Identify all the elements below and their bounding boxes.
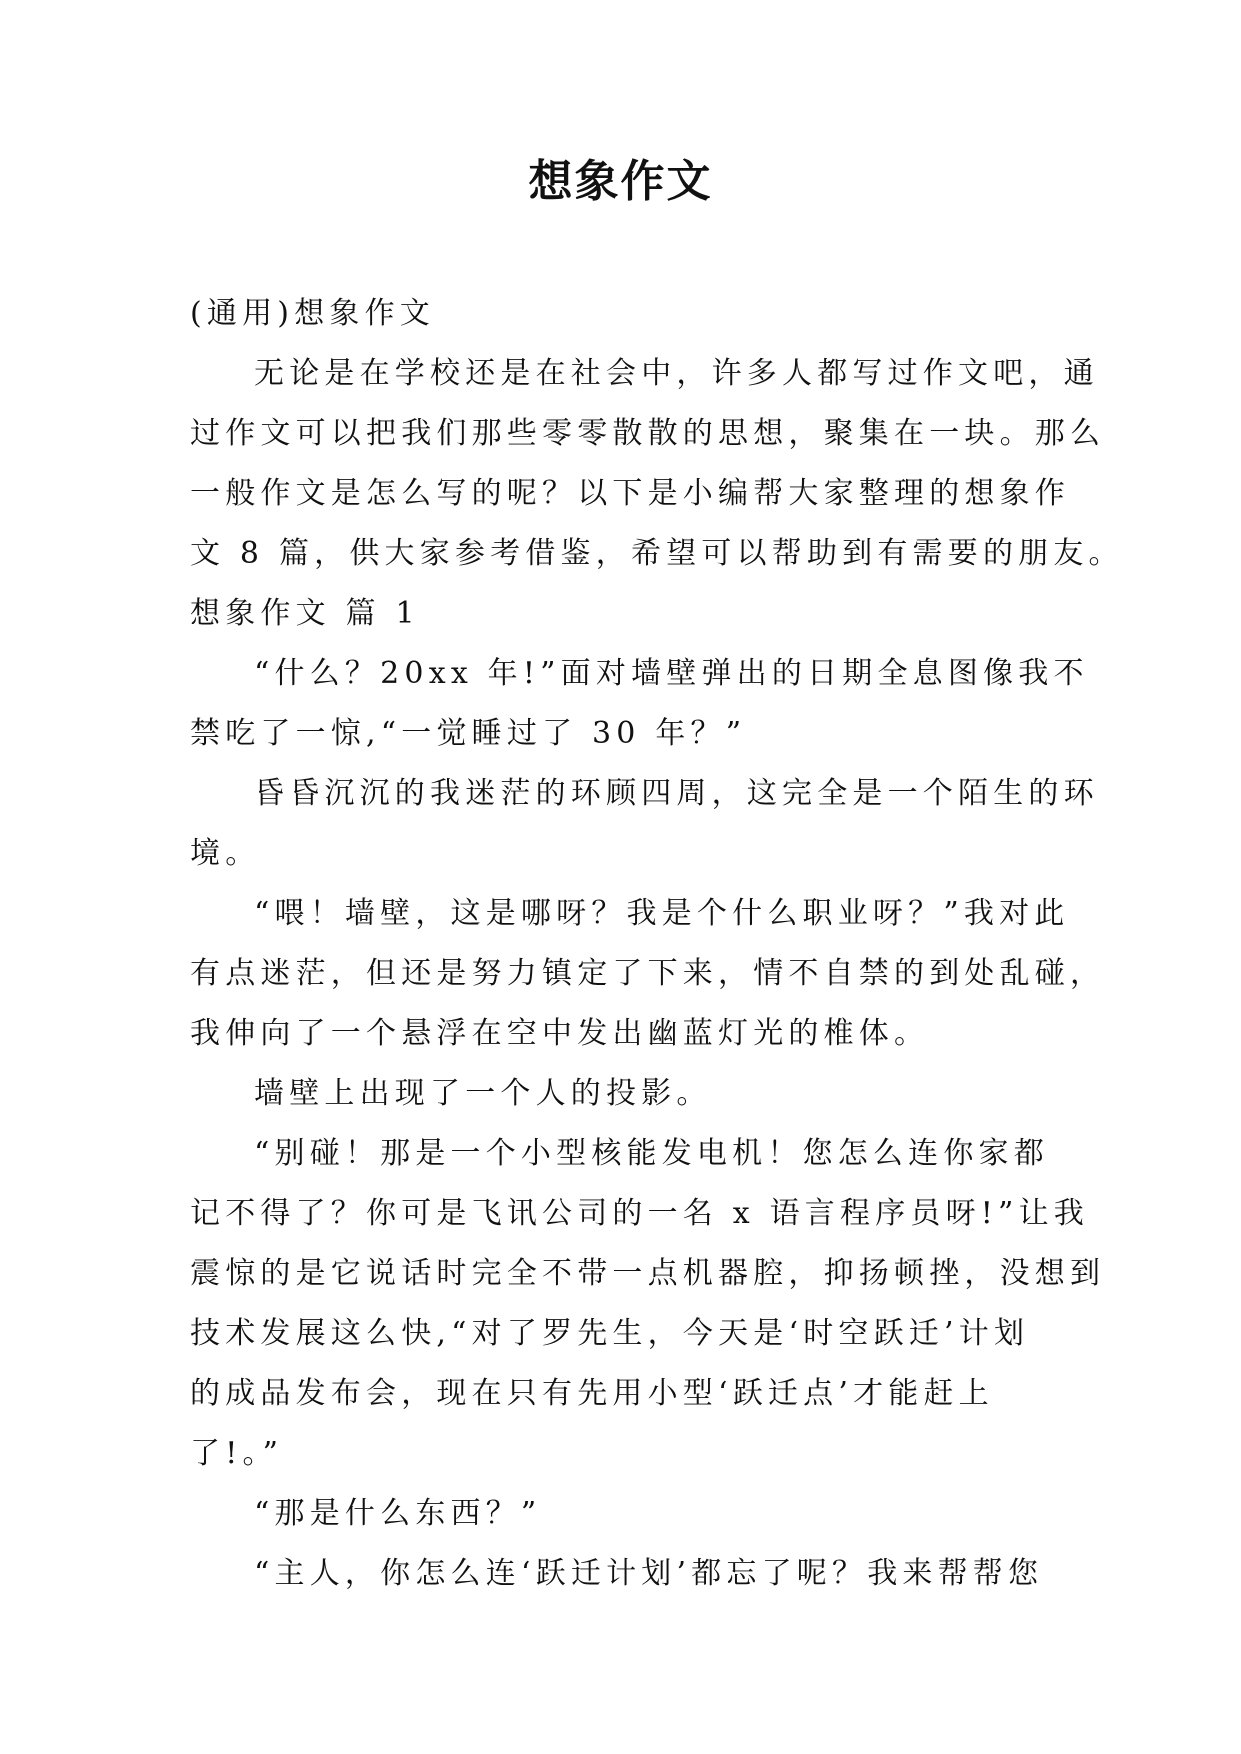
text-line: 禁吃了一惊,“一觉睡过了 30 年？” (190, 716, 747, 751)
document-title: 想象作文 (528, 156, 713, 207)
text-line: 的成品发布会，现在只有先用小型‘跃迁点’才能赶上 (190, 1376, 994, 1411)
document-body (190, 284, 1124, 1604)
text-line: “喂！墙壁，这是哪呀？我是个什么职业呀？”我对此 (254, 896, 1070, 931)
text-line: “什么？20xx 年!”面对墙壁弹出的日期全息图像我不 (254, 656, 1089, 691)
text-line: 想象作文 篇 1 (190, 596, 420, 631)
text-line: (通用)想象作文 (190, 296, 436, 331)
text-line: 无论是在学校还是在社会中，许多人都写过作文吧，通 (254, 356, 1099, 391)
text-line: 了!。” (190, 1436, 284, 1471)
text-line: 记不得了？你可是飞讯公司的一名 x 语言程序员呀!”让我 (190, 1196, 1089, 1231)
text-line: 墙壁上出现了一个人的投影。 (254, 1076, 712, 1111)
text-line: 文 8 篇，供大家参考借鉴，希望可以帮助到有需要的朋友。 (190, 536, 1124, 571)
text-line: 过作文可以把我们那些零零散散的思想，聚集在一块。那么 (190, 416, 1106, 451)
text-line: 我伸向了一个悬浮在空中发出幽蓝灯光的椎体。 (190, 1016, 930, 1051)
text-line: “别碰！那是一个小型核能发电机！您怎么连你家都 (254, 1136, 1049, 1171)
text-line: 昏昏沉沉的我迷茫的环顾四周，这完全是一个陌生的环 (254, 776, 1099, 811)
text-line: 有点迷茫，但还是努力镇定了下来，情不自禁的到处乱碰， (190, 956, 1106, 991)
text-line: 一般作文是怎么写的呢？以下是小编帮大家整理的想象作 (190, 476, 1070, 511)
text-line: 技术发展这么快,“对了罗先生，今天是‘时空跃迁’计划 (190, 1316, 1030, 1351)
text-line: “主人，你怎么连‘跃迁计划’都忘了呢？我来帮帮您 (254, 1556, 1044, 1591)
text-line: 境。 (190, 836, 261, 871)
text-line: 震惊的是它说话时完全不带一点机器腔，抑扬顿挫，没想到 (190, 1256, 1106, 1291)
text-line: “那是什么东西？” (254, 1496, 542, 1531)
